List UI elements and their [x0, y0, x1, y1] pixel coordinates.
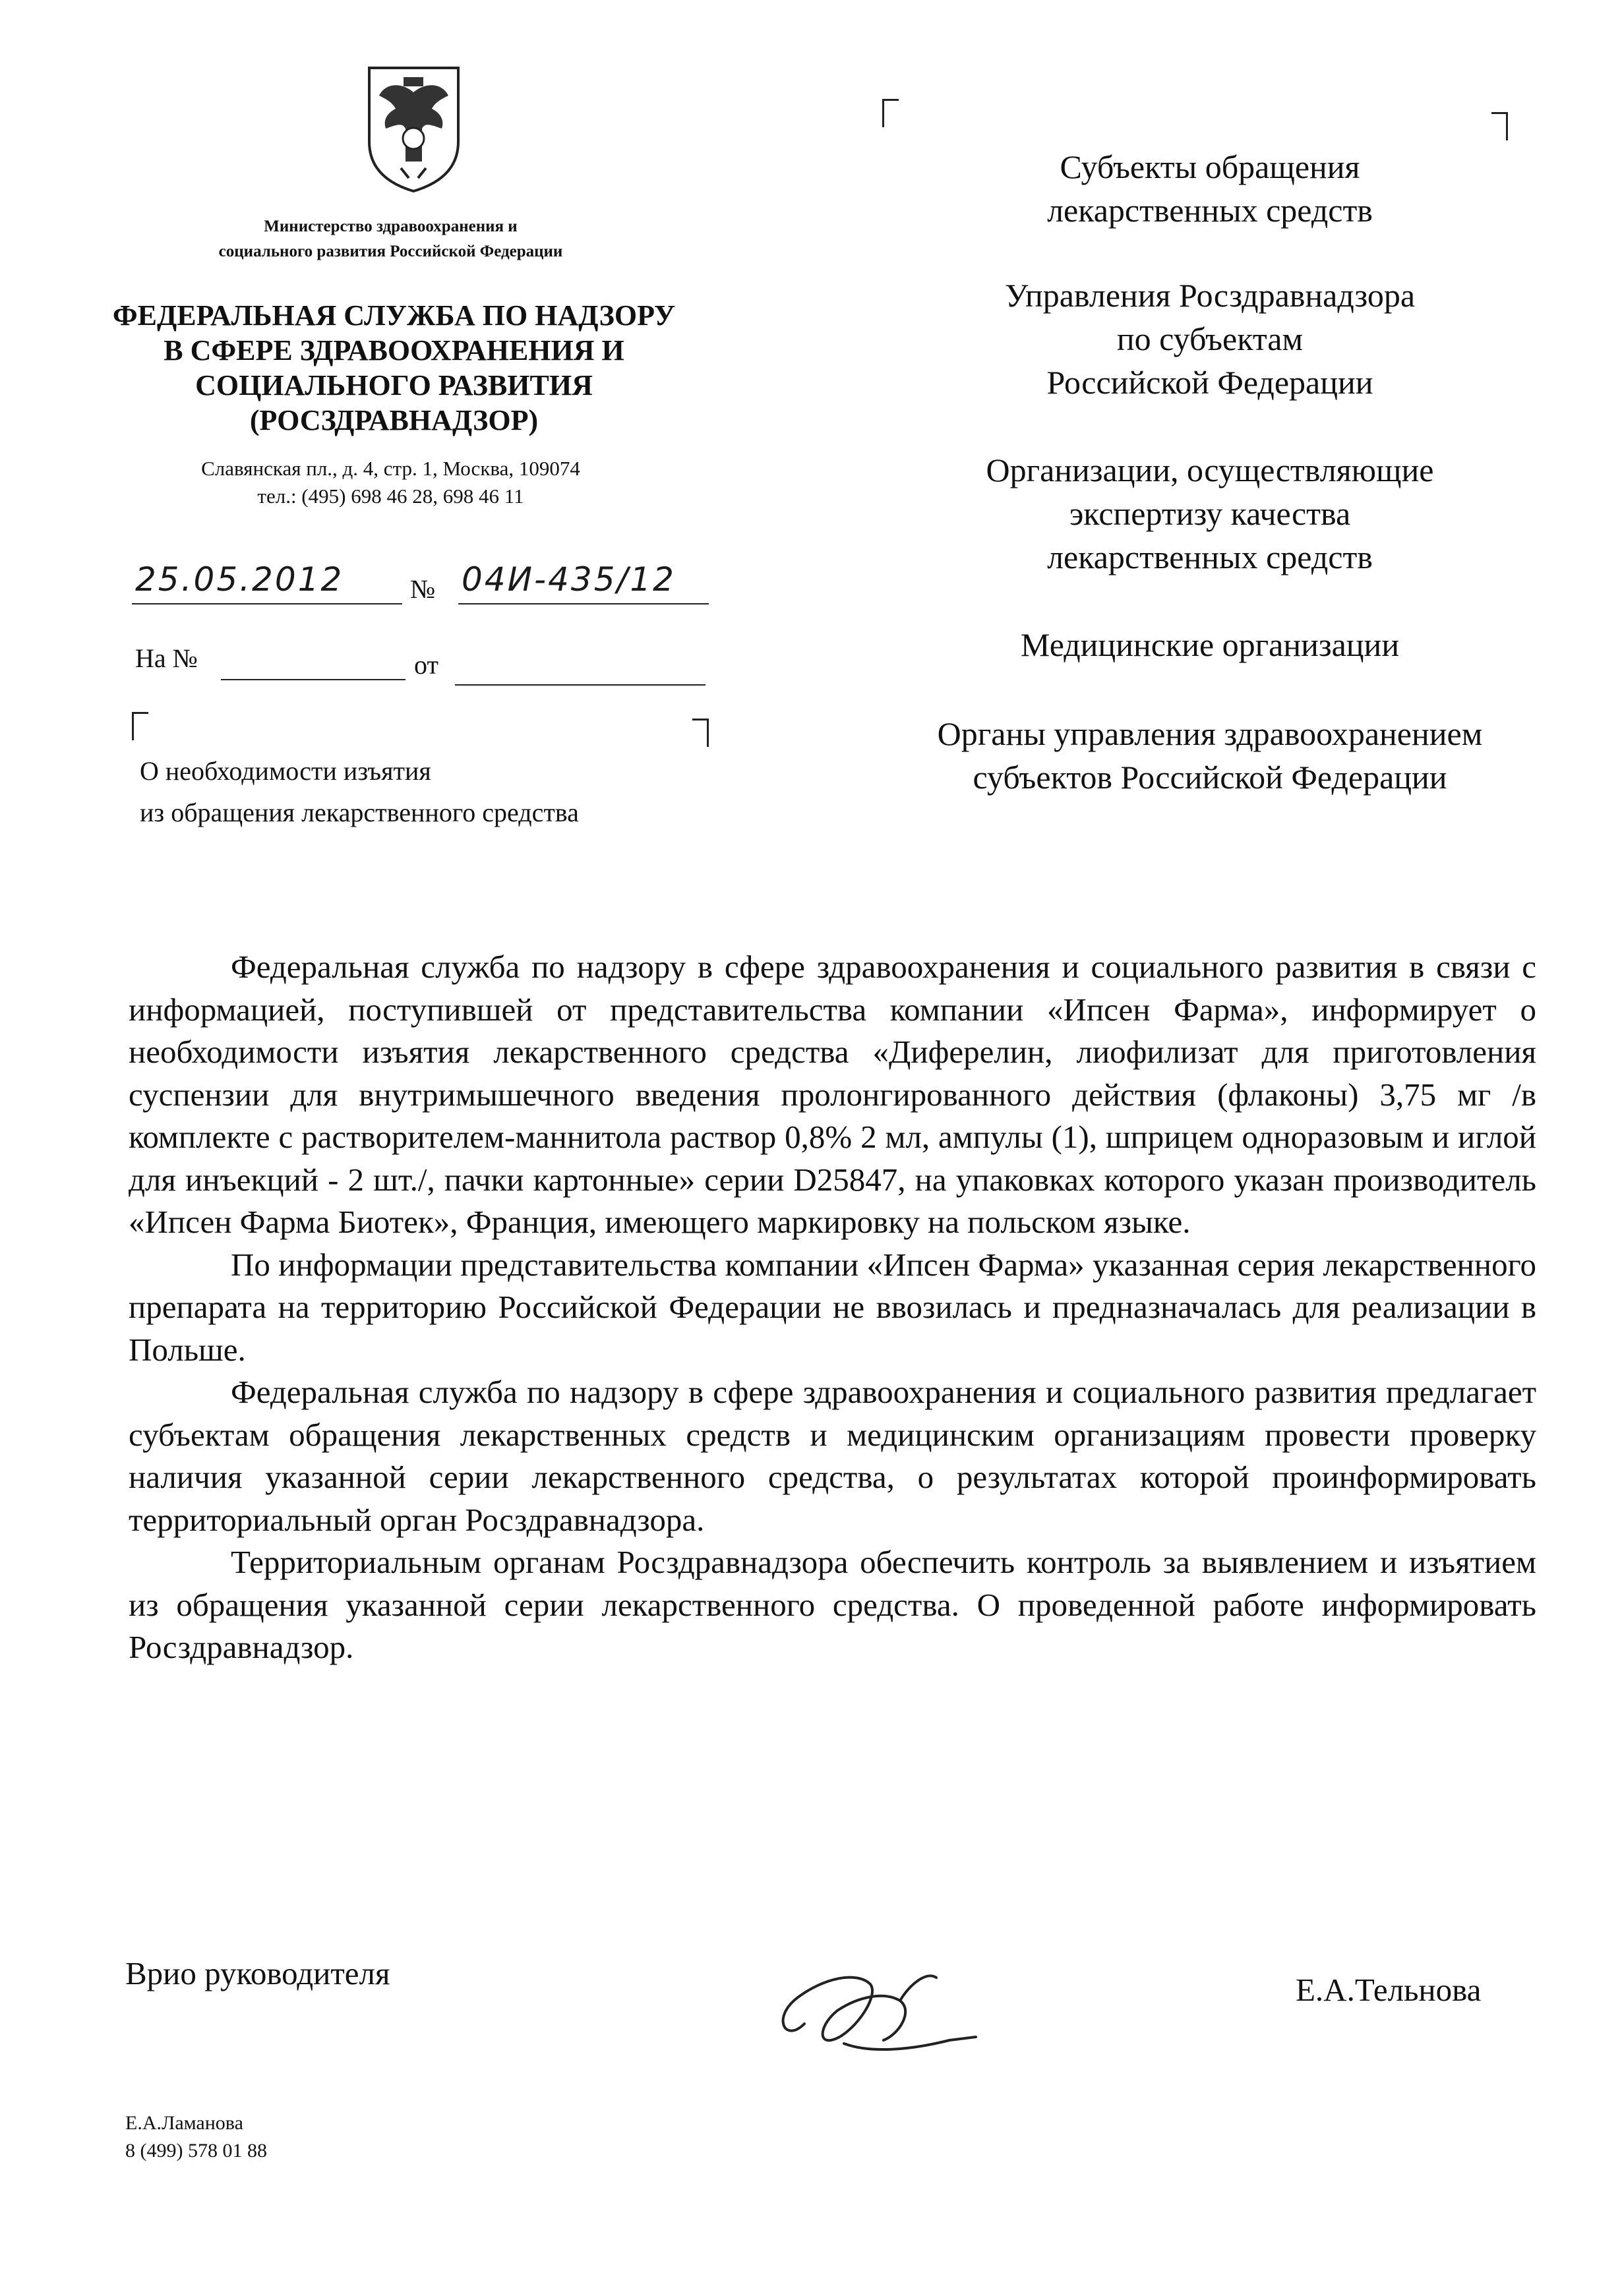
- service-address: Славянская пл., д. 4, стр. 1, Москва, 109074 тел.: (495) 698 46 28, 698 46 11: [201, 457, 580, 508]
- body-paragraph: По информации представительства компании «Ипсен Фарма» указанная серия лекарственного препарата на территорию Российской Федерации не ввозилась и предназначалась для реализации в Польше.: [129, 1246, 1536, 1368]
- subject-bracket-right: [692, 719, 709, 747]
- body-paragraph: Федеральная служба по надзору в сфере здравоохранения и социального развития в связи с информацией, поступившей от представительства компании «Ипсен Фарма», информирует о необходимости изъятия лекарственного средства «Диферелин, лиофилизат для приготовления суспензии для внутримышечного введения пролонгированного действия (флаконы) 3,75 мг /в комплекте с растворителем-маннитола раствор 0,8% 2 мл, ампулы (1), шприцем одноразовым и иглой для инъекций - 2 шт./, пачки картонные» серии D25847, на упаковках которого указан производитель «Ипсен Фарма Биотек», Франция, имеющего маркировку на польском языке.: [129, 949, 1536, 1240]
- coat-of-arms-icon: [363, 63, 465, 194]
- body-paragraph: Территориальным органам Росздравнадзора обеспечить контроль за выявлением и изъятием из обращения указанной серии лекарственного средства. О проведенной работе информировать Росздравнадзор.: [129, 1544, 1536, 1665]
- addressee-block: Управления Росздравнадзора по субъектам Российской Федерации: [1004, 277, 1416, 401]
- reply-to-label: На №: [135, 643, 198, 673]
- ministry-name: Министерство здравоохранения и социального развития Российской Федерации: [218, 218, 563, 260]
- date-underline: [132, 603, 402, 604]
- letter-subject: О необходимости изъятия из обращения лекарственного средства: [140, 756, 579, 827]
- signatory-position: Врио руководителя: [125, 1955, 390, 1991]
- from-underline: [455, 684, 706, 686]
- signatory-name: Е.А.Тельнова: [1296, 1972, 1482, 2008]
- letter-body: [129, 946, 1536, 1669]
- addressee-bracket-left: [882, 99, 899, 127]
- document-number: 04И-435/12: [462, 560, 676, 599]
- body-paragraph: Федеральная служба по надзору в сфере здравоохранения и социального развития предлагает субъектам обращения лекарственных средств и медицинским организациям провести проверку наличия указанной серии лекарственного средства, о результатах которой проинформировать территориальный орган Росздравнадзора.: [129, 1374, 1536, 1538]
- subject-bracket-left: [132, 712, 148, 740]
- executor-phone: 8 (499) 578 01 88: [125, 2140, 267, 2162]
- reply-to-underline: [221, 679, 406, 680]
- addressee-bracket-right: [1491, 112, 1508, 140]
- document-date: 25.05.2012: [135, 560, 344, 599]
- number-label: №: [410, 574, 436, 604]
- executor-info: [125, 2109, 267, 2165]
- service-name: ФЕДЕРАЛЬНАЯ СЛУЖБА ПО НАДЗОРУ В СФЕРЕ ЗДРАВООХРАНЕНИЯ И СОЦИАЛЬНОГО РАЗВИТИЯ (РОСЗДРАВНАДЗОР): [112, 299, 676, 436]
- handwritten-signature: [758, 1945, 996, 2076]
- addressee-block: Медицинские организации: [1020, 626, 1400, 663]
- number-underline: [458, 603, 709, 604]
- addressee-block: Органы управления здравоохранением субъектов Российской Федерации: [937, 715, 1483, 796]
- from-label: от: [414, 650, 438, 680]
- addressee-block: Субъекты обращения лекарственных средств: [1047, 148, 1373, 229]
- executor-name: Е.А.Ламанова: [125, 2112, 243, 2134]
- addressee-block: Организации, осуществляющие экспертизу качества лекарственных средств: [986, 452, 1434, 575]
